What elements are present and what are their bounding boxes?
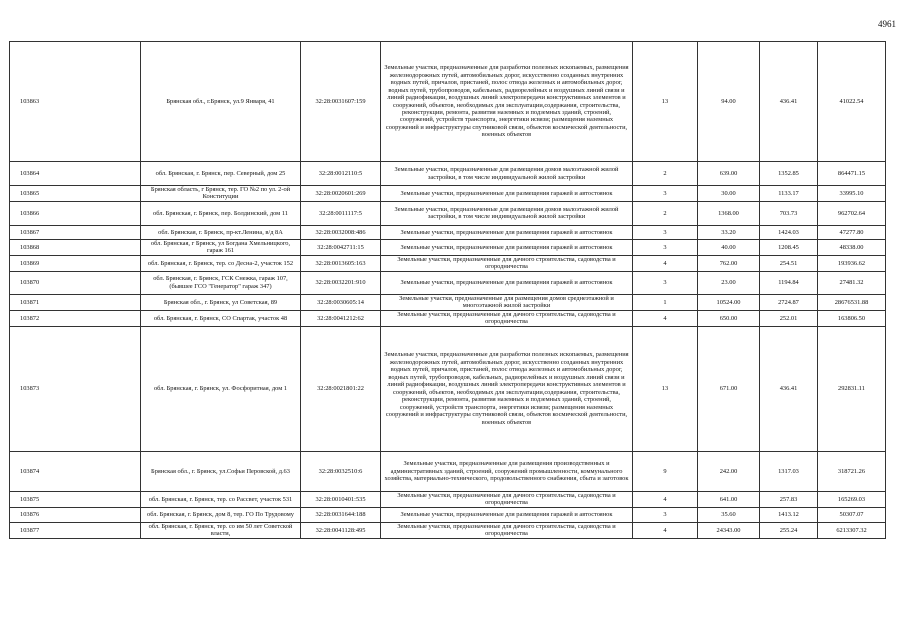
land-use-cell: Земельные участки, предназначенные для размещения домов среднеэтажной и многоэтажной жилой застройки: [381, 294, 633, 310]
cadastral-number-cell: 32:28:0031607:159: [301, 42, 381, 162]
use-group-cell: 4: [633, 491, 698, 507]
area-cell: 40.00: [698, 239, 760, 255]
address-cell: Брянская обл., г. Брянск, ул Советская, 89: [141, 294, 301, 310]
cadastral-number-cell: 32:28:0041212:62: [301, 310, 381, 326]
cadastral-number-cell: 32:28:0011117:5: [301, 201, 381, 225]
unit-value-cell: 1208.45: [760, 239, 818, 255]
land-use-cell: Земельные участки, предназначенные для дачного строительства, садоводства и огородничества: [381, 310, 633, 326]
row-number: 103869: [10, 255, 141, 271]
cadastral-number-cell: 32:28:0010401:535: [301, 491, 381, 507]
unit-value-cell: 436.41: [760, 326, 818, 451]
area-cell: 650.00: [698, 310, 760, 326]
cadastral-number-cell: 32:28:0020601:269: [301, 186, 381, 202]
unit-value-cell: 2724.87: [760, 294, 818, 310]
table-row: [10, 326, 886, 451]
land-use-cell: Земельные участки, предназначенные для размещения домов малоэтажной жилой застройки, в том числе индивидуальной жилой застройки: [381, 201, 633, 225]
area-cell: 762.00: [698, 255, 760, 271]
land-use-cell: Земельные участки, предназначенные для размещения гаражей и автостоянок: [381, 225, 633, 239]
row-number: 103871: [10, 294, 141, 310]
cadastral-value-cell: 292831.11: [818, 326, 886, 451]
address-cell: Брянская обл., г. Брянск, ул.Софьи Перовской, д.63: [141, 451, 301, 491]
address-cell: обл. Брянская, г. Брянск, пер. Болдинский, дом 11: [141, 201, 301, 225]
use-group-cell: 2: [633, 201, 698, 225]
cadastral-value-cell: 163806.50: [818, 310, 886, 326]
area-cell: 10524.00: [698, 294, 760, 310]
table-row: [10, 491, 886, 507]
land-use-cell: Земельные участки, предназначенные для дачного строительства, садоводства и огородничества: [381, 522, 633, 538]
unit-value-cell: 1413.12: [760, 507, 818, 522]
table-row: [10, 294, 886, 310]
row-number: 103865: [10, 186, 141, 202]
row-number: 103873: [10, 326, 141, 451]
unit-value-cell: 1317.03: [760, 451, 818, 491]
address-cell: обл. Брянская, г Брянск, ул Богдана Хмельницкого, гараж 161: [141, 239, 301, 255]
use-group-cell: 4: [633, 310, 698, 326]
address-cell: обл. Брянская, г. Брянск, ГСК Снежка, гараж 107, (бывшее ГСО "Генератор" гараж 347): [141, 271, 301, 294]
cadastral-number-cell: 32:28:0013605:163: [301, 255, 381, 271]
table-row: [10, 522, 886, 538]
cadastral-number-cell: 32:28:0032201:910: [301, 271, 381, 294]
cadastral-number-cell: 32:28:0032510:6: [301, 451, 381, 491]
area-cell: 23.00: [698, 271, 760, 294]
table-row: [10, 42, 886, 162]
use-group-cell: 13: [633, 326, 698, 451]
cadastral-value-cell: 48338.00: [818, 239, 886, 255]
land-use-cell: Земельные участки, предназначенные для размещения гаражей и автостоянок: [381, 186, 633, 202]
area-cell: 94.00: [698, 42, 760, 162]
unit-value-cell: 1194.84: [760, 271, 818, 294]
address-cell: обл. Брянская, г. Брянск, СО Спартак, участок 48: [141, 310, 301, 326]
use-group-cell: 3: [633, 225, 698, 239]
table-row: [10, 310, 886, 326]
unit-value-cell: 703.73: [760, 201, 818, 225]
area-cell: 641.00: [698, 491, 760, 507]
cadastral-value-cell: 193936.62: [818, 255, 886, 271]
row-number: 103872: [10, 310, 141, 326]
address-cell: обл. Брянская, г. Брянск, тер. со им 50 лет Советской власти,: [141, 522, 301, 538]
unit-value-cell: 255.24: [760, 522, 818, 538]
unit-value-cell: 1133.17: [760, 186, 818, 202]
land-use-cell: Земельные участки, предназначенные для разработки полезных ископаемых, размещения железнодорожных путей, автомобильных дорог, искусственно созданных внутренних водных путей, причалов, пристаней, полос отвода железных и автомобильных дорог, водных путей, трубопроводов, кабельных, радиорелейных и воздушных линий связи и линий радиофикации, воздушных линий электропередачи конструктивных элементов и сооружений, объектов, необходимых для эксплуатации,содержания, строительства, реконструкции, ремонта, развития наземных и подземных зданий, строений, сооружений, устройств транспорта, энергетики исвязи; размещения наземных сооружений и инфраструктуры спутниковой связи, объектов космической деятельности, военных объектов: [381, 42, 633, 162]
table-row: [10, 225, 886, 239]
cadastral-value-cell: 33995.10: [818, 186, 886, 202]
area-cell: 30.00: [698, 186, 760, 202]
cadastral-value-cell: 50307.07: [818, 507, 886, 522]
unit-value-cell: 257.83: [760, 491, 818, 507]
land-use-cell: Земельные участки, предназначенные для размещения домов малоэтажной жилой застройки, в том числе индивидуальной жилой застройки: [381, 162, 633, 186]
table-row: [10, 162, 886, 186]
area-cell: 33.20: [698, 225, 760, 239]
cadastral-number-cell: 32:28:0041128:495: [301, 522, 381, 538]
table-row: [10, 239, 886, 255]
unit-value-cell: 1424.03: [760, 225, 818, 239]
cadastral-number-cell: 32:28:0012110:5: [301, 162, 381, 186]
cadastral-value-cell: 47277.80: [818, 225, 886, 239]
use-group-cell: 3: [633, 507, 698, 522]
address-cell: обл. Брянская, г. Брянск, тер. со Рассвет, участок 531: [141, 491, 301, 507]
use-group-cell: 1: [633, 294, 698, 310]
cadastral-value-table: [9, 41, 886, 539]
use-group-cell: 2: [633, 162, 698, 186]
use-group-cell: 9: [633, 451, 698, 491]
address-cell: обл. Брянская, г. Брянск, пер. Северный, дом 25: [141, 162, 301, 186]
unit-value-cell: 436.41: [760, 42, 818, 162]
row-number: 103877: [10, 522, 141, 538]
cadastral-value-cell: 6213307.32: [818, 522, 886, 538]
page-number: 4961: [878, 19, 896, 29]
cadastral-value-cell: 318721.26: [818, 451, 886, 491]
address-cell: обл. Брянская, г. Брянск, ул. Фосфоритная, дом 1: [141, 326, 301, 451]
unit-value-cell: 252.01: [760, 310, 818, 326]
table-row: [10, 451, 886, 491]
row-number: 103864: [10, 162, 141, 186]
cadastral-number-cell: 32:28:0030605:14: [301, 294, 381, 310]
use-group-cell: 13: [633, 42, 698, 162]
use-group-cell: 4: [633, 255, 698, 271]
cadastral-value-cell: 27481.32: [818, 271, 886, 294]
land-use-cell: Земельные участки, предназначенные для размещения гаражей и автостоянок: [381, 271, 633, 294]
row-number: 103867: [10, 225, 141, 239]
table-row: [10, 271, 886, 294]
cadastral-value-cell: 28676531.88: [818, 294, 886, 310]
row-number: 103876: [10, 507, 141, 522]
use-group-cell: 3: [633, 239, 698, 255]
cadastral-value-cell: 864471.15: [818, 162, 886, 186]
row-number: 103870: [10, 271, 141, 294]
address-cell: обл. Брянская, г. Брянск, дом 8, тер. ГО По Трудовому: [141, 507, 301, 522]
land-use-cell: Земельные участки, предназначенные для разработки полезных ископаемых, размещения железнодорожных путей, автомобильных дорог, искусственно созданных внутренних водных путей, причалов, пристаней, полос отвода железных и автомобильных дорог, водных путей, трубопроводов, кабельных, радиорелейных и воздушных линий связи и линий радиофикации, воздушных линий электропередачи конструктивных элементов и сооружений, объектов, необходимых для эксплуатации,содержания, строительства, реконструкции, ремонта, развития наземных и подземных зданий, строений, сооружений, устройств транспорта, энергетики исвязи; размещения наземных сооружений и инфраструктуры спутниковой связи, объектов космической деятельности, военных объектов: [381, 326, 633, 451]
row-number: 103874: [10, 451, 141, 491]
cadastral-number-cell: 32:28:0042711:15: [301, 239, 381, 255]
use-group-cell: 3: [633, 186, 698, 202]
land-use-cell: Земельные участки, предназначенные для размещения производственных и административных зданий, строений, сооружений промышленности, коммунального хозяйства, материально-технического, продовольственного снабжения, сбыта и заготовок: [381, 451, 633, 491]
use-group-cell: 4: [633, 522, 698, 538]
land-use-cell: Земельные участки, предназначенные для размещения гаражей и автостоянок: [381, 507, 633, 522]
address-cell: Брянская обл., г.Брянск, ул.9 Января, 41: [141, 42, 301, 162]
row-number: 103875: [10, 491, 141, 507]
area-cell: 639.00: [698, 162, 760, 186]
cadastral-value-cell: 41022.54: [818, 42, 886, 162]
land-use-cell: Земельные участки, предназначенные для дачного строительства, садоводства и огородничества: [381, 255, 633, 271]
address-cell: обл. Брянская, г. Брянск, пр-кт.Ленина, в/д 8А: [141, 225, 301, 239]
table-row: [10, 255, 886, 271]
unit-value-cell: 254.51: [760, 255, 818, 271]
row-number: 103863: [10, 42, 141, 162]
row-number: 103866: [10, 201, 141, 225]
area-cell: 24343.00: [698, 522, 760, 538]
cadastral-number-cell: 32:28:0032008:486: [301, 225, 381, 239]
table-row: [10, 201, 886, 225]
table-row: [10, 507, 886, 522]
land-use-cell: Земельные участки, предназначенные для дачного строительства, садоводства и огородничества: [381, 491, 633, 507]
area-cell: 1368.00: [698, 201, 760, 225]
area-cell: 35.60: [698, 507, 760, 522]
cadastral-number-cell: 32:28:0031644:188: [301, 507, 381, 522]
area-cell: 242.00: [698, 451, 760, 491]
address-cell: Брянская область, г Брянск, тер. ГО №2 по ул. 2-ой Конституции: [141, 186, 301, 202]
use-group-cell: 3: [633, 271, 698, 294]
land-use-cell: Земельные участки, предназначенные для размещения гаражей и автостоянок: [381, 239, 633, 255]
row-number: 103868: [10, 239, 141, 255]
cadastral-value-cell: 165269.03: [818, 491, 886, 507]
cadastral-number-cell: 32:28:0021801:22: [301, 326, 381, 451]
address-cell: обл. Брянская, г. Брянск, тер. со Десна-2, участок 152: [141, 255, 301, 271]
cadastral-value-cell: 962702.64: [818, 201, 886, 225]
table-row: [10, 186, 886, 202]
area-cell: 671.00: [698, 326, 760, 451]
unit-value-cell: 1352.85: [760, 162, 818, 186]
